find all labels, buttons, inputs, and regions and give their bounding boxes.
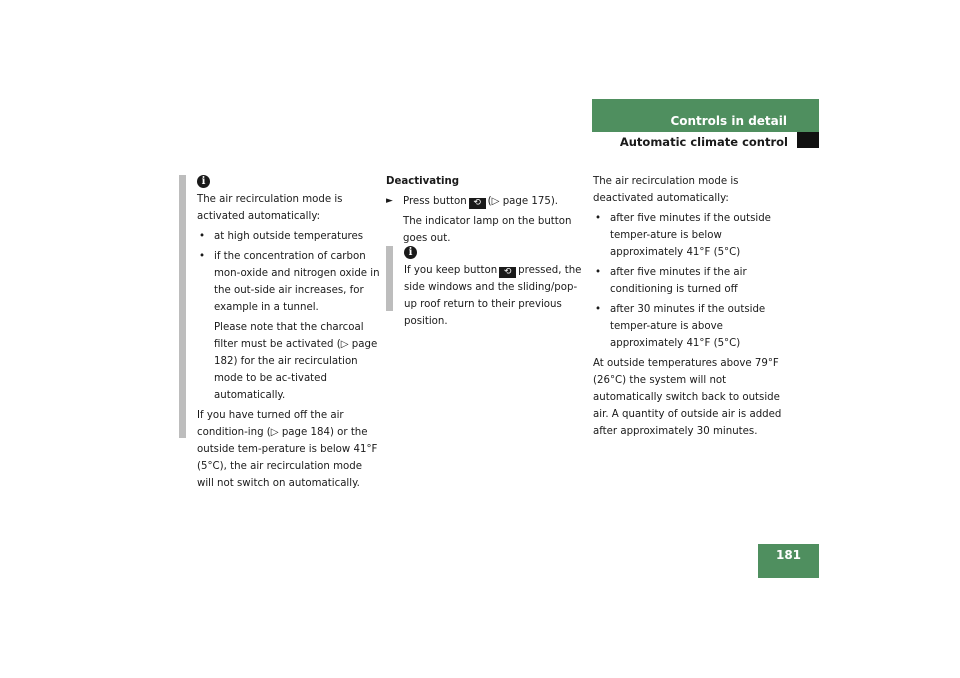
info-icon: i (404, 246, 417, 259)
deactivating-section (386, 173, 582, 247)
step-result: The indicator lamp on the button goes out. (403, 216, 572, 244)
info-note-window (386, 246, 582, 327)
section-paragraph: At outside temperatures above 79°F (26°C) the system will not automatically switch back to outside air. A quantity of outside air is added after approximately 30 minutes. (593, 358, 782, 437)
list-item: • after 30 minutes if the outside temper-ature is above approximately 41°F (5°C) (593, 301, 793, 352)
subtitle-marker (797, 132, 819, 148)
instruction-step (386, 193, 582, 210)
page-number: 181 (758, 544, 819, 578)
list-item: • after five minutes if the air conditioning is turned off (593, 264, 793, 298)
charcoal-filter-note: Please note that the charcoal filter must be activated (▷ page 182) for the air recirculation mode to be ac-tivated automatically. (214, 322, 378, 401)
step-arrow-icon: ► (386, 196, 393, 206)
section-title: Controls in detail (670, 114, 787, 128)
list-item: • at high outside temperatures (197, 228, 380, 245)
step-text-before: Press button (403, 196, 467, 207)
page-subtitle: Automatic climate control (619, 135, 788, 149)
note-text (404, 262, 582, 330)
activation-conditions (197, 228, 380, 316)
recirculation-button-icon: ⟲ (499, 267, 516, 278)
section-header (592, 99, 819, 132)
deactivation-conditions (593, 210, 793, 352)
list-item: • if the concentration of carbon mon-oxide and nitrogen oxide in the out-side air increases, for example in a tunnel. (197, 248, 380, 316)
info-icon: i (197, 175, 210, 188)
section-heading: Deactivating (386, 176, 460, 187)
note-text-after: pressed, the side windows and the sliding/pop-up roof return to their previous position. (404, 265, 582, 327)
recirculation-button-icon: ⟲ (469, 198, 486, 209)
note-paragraph: If you have turned off the air condition-ing (▷ page 184) or the outside tem-perature is below 41°F (5°C), the air recirculation mode will not switch on automatically. (197, 410, 378, 489)
step-text-after: (▷ page 175). (487, 196, 559, 207)
note-text-before: If you keep button (404, 265, 498, 276)
list-item: • after five minutes if the outside temper-ature is below approximately 41°F (5°C) (593, 210, 793, 261)
section-intro: The air recirculation mode is deactivated automatically: (593, 176, 739, 204)
auto-deactivation-section (593, 173, 793, 440)
info-note-activation (179, 175, 380, 489)
note-intro: The air recirculation mode is activated automatically: (197, 194, 343, 222)
